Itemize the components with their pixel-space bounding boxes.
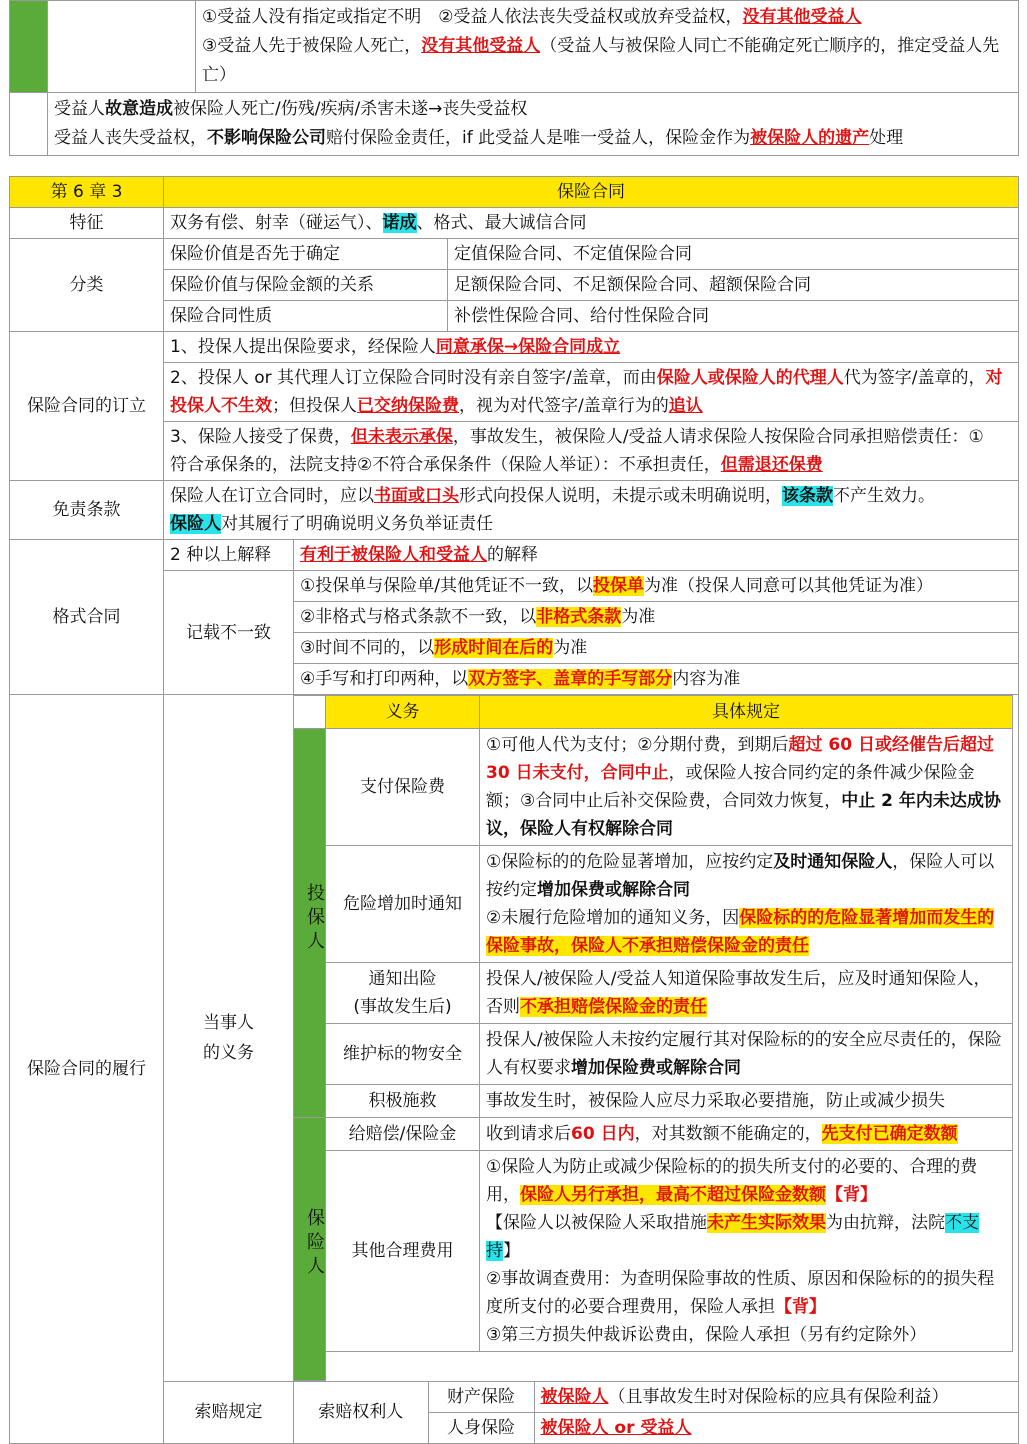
duty-rule [480, 1118, 1013, 1151]
classification-criterion: 保险价值是否先于确定 [164, 239, 448, 270]
text: ①可他人代为支付；②分期付费，到期后 [486, 735, 789, 755]
text: 诺成 [382, 213, 417, 233]
text: 】 [503, 1241, 520, 1261]
format-rule-3 [294, 633, 1019, 664]
text: 书面或口头 [374, 486, 459, 506]
formation-label: 保险合同的订立 [10, 332, 164, 481]
insurer-label [294, 1118, 326, 1381]
text: 处理 [869, 128, 904, 148]
classification-criterion: 保险价值与保险金额的关系 [164, 270, 448, 301]
text: 没有其他受益人 [742, 7, 862, 27]
text: 保险人另行承担，最高不超过保险金数额 [520, 1185, 826, 1205]
text: 投保人/被保险人未按约定履行其对保险标的的安全应尽责任的，保险人有权要求 [486, 1030, 1002, 1078]
text: 被保险人死亡/伤残/疾病/杀害未遂→丧失受益权 [173, 99, 528, 119]
text: 1、投保人提出保险要求，经保险人 [170, 337, 436, 357]
text: 追认 [668, 396, 703, 416]
text: 【背】 [775, 1297, 826, 1317]
text: ①保险标的的危险显著增加，应按约定 [486, 852, 774, 872]
duties-header [294, 696, 1013, 729]
text: 形式向投保人说明，未提示或未明确说明， [459, 486, 782, 506]
duty-name: 给赔偿/保险金 [326, 1118, 480, 1151]
text: 【保险人以被保险人采取措施 [486, 1213, 707, 1233]
text: 非格式条款 [536, 607, 622, 627]
claims-holder: 索赔权利人 [294, 1382, 428, 1443]
duty-rule [480, 963, 1013, 1024]
text: ③时间不同的，以 [300, 638, 435, 658]
text: 保险标的的危险显著增加而发生的保险事故，保险人不承担赔偿保险金的责任 [486, 908, 995, 956]
text: 双务有偿、射幸（碰运气）、 [170, 213, 383, 233]
text: （受益人与被保险人同亡不能确定死亡顺序的，推定受益人先亡） [202, 36, 1000, 85]
classification-criterion: 保险合同性质 [164, 301, 448, 332]
text: ③第三方损失仲裁诉讼费由，保险人承担（另有约定除外） [486, 1325, 927, 1345]
format-rule-2 [294, 602, 1019, 633]
text: 对投保人不生效 [170, 368, 1003, 416]
text: 及时通知保险人 [773, 852, 893, 872]
text: 内容为准 [672, 669, 741, 689]
text: ①保险人为防止或减少保险标的的损失所支付的必要的、合理的费用， [486, 1157, 978, 1205]
policyholder-label [294, 729, 326, 1118]
text: ③受益人先于被保险人死亡， [202, 36, 422, 56]
performance-row [10, 695, 1019, 1382]
formation-item-2 [164, 363, 1019, 422]
text: ②非格式与格式条款不一致，以 [300, 607, 537, 627]
exemption-row [10, 481, 1019, 540]
text: 【背】 [826, 1185, 877, 1205]
text: 但未表示承保 [350, 427, 453, 447]
text: 受益人 [54, 99, 105, 119]
text: ④手写和打印两种，以 [300, 669, 469, 689]
text: ②未履行危险增加的通知义务，因 [486, 908, 740, 928]
text: 被保险人的遗产 [750, 128, 870, 148]
text: 投保人/被保险人/受益人知道保险事故发生后，应及时通知保险人，否则 [486, 969, 991, 1017]
performance-label: 保险合同的履行 [10, 695, 164, 1444]
text: ②事故调查费用：为查明保险事故的性质、原因和保险标的的损失程度所支付的必要合理费用，保险人承担 [486, 1269, 995, 1317]
classification-types: 定值保险合同、不定值保险合同 [448, 239, 1019, 270]
text: 未产生实际效果 [707, 1213, 826, 1233]
text: 但需退还保费 [720, 455, 823, 475]
text: 先支付已确定数额 [821, 1124, 958, 1144]
text: 为由抗辩，法院 [826, 1213, 945, 1233]
text: 保险人或保险人的代理人 [656, 368, 844, 388]
text: 投保人 [304, 882, 325, 955]
text: ，保险人可以按约定 [486, 852, 995, 900]
text: 保险人在订立合同时，应以 [170, 486, 374, 506]
text: 对其履行了明确说明义务负举证责任 [221, 514, 493, 534]
duty-pay-premium [294, 729, 1013, 846]
duties-cell [294, 695, 1019, 1382]
insurance-contract-table [9, 176, 1019, 1444]
duty-name [326, 963, 480, 1024]
text: ①受益人没有指定或指定不明 ②受益人依法丧失受益权或放弃受益权， [202, 7, 743, 27]
duty-rescue [294, 1085, 1013, 1118]
text: (事故发生后) [353, 997, 452, 1017]
duties-table [293, 695, 1013, 1381]
text: ，视为对代签字/盖章行为的 [459, 396, 669, 416]
empty-cell [326, 1352, 480, 1381]
text: 3、保险人接受了保费， [170, 427, 351, 447]
text: 当事人的义务 [203, 1012, 254, 1063]
claims-cell [294, 1381, 1019, 1443]
duty-rule [480, 729, 1013, 846]
features-text [164, 208, 1019, 239]
claims-life-label: 人身保险 [428, 1412, 534, 1443]
claims-property-label: 财产保险 [428, 1382, 534, 1413]
formation-item-1 [164, 332, 1019, 363]
features-label: 特征 [10, 208, 164, 239]
format-sub1-text [294, 540, 1019, 571]
duty-rule [480, 1024, 1013, 1085]
duty-risk-increase [294, 846, 1013, 963]
chapter-label: 第 6 章 3 [10, 177, 164, 208]
features-row [10, 208, 1019, 239]
claims-label: 索赔规定 [164, 1381, 294, 1443]
duty-name: 支付保险费 [326, 729, 480, 846]
empty-cell [480, 1352, 1013, 1381]
beneficiary-table [9, 0, 1019, 156]
text: 有利于被保险人和受益人 [300, 545, 487, 565]
format-label: 格式合同 [10, 540, 164, 695]
empty-cell [48, 1, 196, 93]
text: 2、投保人 or 其代理人订立保险合同时没有亲自签字/盖章，而由 [170, 368, 657, 388]
text: 增加保险费或解除合同 [571, 1058, 741, 1078]
text: ，对其数额不能确定的， [634, 1124, 822, 1144]
text: ，事故发生，被保险人/受益人请求保险人按保险合同承担赔偿责任：① 符合承保条的，法院支持②不符合承保条件（保险人举证）：不承担责任， [170, 427, 1001, 475]
col-rules: 具体规定 [480, 696, 1013, 729]
text: 故意造成 [105, 99, 173, 119]
text: 保险人 [170, 514, 221, 534]
col-obligation: 义务 [326, 696, 480, 729]
duty-notify [294, 963, 1013, 1024]
text: 投保单 [592, 576, 644, 596]
text: 赔付保险金责任，if 此受益人是唯一受益人，保险金作为 [326, 128, 751, 148]
duty-name: 维护标的物安全 [326, 1024, 480, 1085]
beneficiary-loss [48, 93, 1019, 156]
duty-safety [294, 1024, 1013, 1085]
text: 不承担赔偿保险金的责任 [520, 997, 707, 1017]
classification-types: 补偿性保险合同、给付性保险合同 [448, 301, 1019, 332]
text: 60 日内 [571, 1124, 635, 1144]
claims-table [294, 1382, 1018, 1443]
duty-spacer [294, 1352, 1013, 1381]
format-sub1: 2 种以上解释 [164, 540, 294, 571]
beneficiary-cases [196, 1, 1019, 93]
text: 不支持 [486, 1213, 979, 1261]
text: 中止 2 年内未达成协议，保险人有权解除合同 [486, 791, 1001, 839]
exemption-label: 免责条款 [10, 481, 164, 540]
formation-row-1 [10, 332, 1019, 363]
text: 不产生效力。 [833, 486, 935, 506]
text: 该条款 [782, 486, 833, 506]
format-row-1 [10, 540, 1019, 571]
text: 增加保费或解除合同 [537, 880, 690, 900]
classification-row-1 [10, 239, 1019, 270]
text: 被保险人 [540, 1386, 609, 1407]
exemption-text [164, 481, 1019, 540]
text: 被保险人 or 受益人 [540, 1417, 692, 1438]
empty-cell [10, 93, 48, 156]
claims-property [294, 1382, 1018, 1413]
text: 收到请求后 [486, 1124, 571, 1144]
table-header [10, 177, 1019, 208]
duty-rule [480, 1151, 1013, 1352]
duty-name: 其他合理费用 [326, 1151, 480, 1352]
text: 为准 [553, 638, 588, 658]
green-marker [10, 1, 48, 93]
duty-compensate [294, 1118, 1013, 1151]
text: 双方签字、盖章的手写部分 [468, 669, 673, 689]
text: 没有其他受益人 [421, 36, 541, 56]
empty-cell [294, 696, 326, 729]
beneficiary-row-2 [10, 93, 1019, 156]
beneficiary-row-1 [10, 1, 1019, 93]
claims-property-text [534, 1382, 1018, 1413]
text: 、格式、最大诚信合同 [416, 213, 587, 233]
text: 的解释 [487, 545, 538, 565]
text: ；但投保人 [272, 396, 357, 416]
duty-other-costs [294, 1151, 1013, 1352]
text: 形成时间在后的 [434, 638, 554, 658]
text: （且事故发生时对保险标的应具有保险利益） [608, 1386, 949, 1407]
format-rule-4 [294, 664, 1019, 695]
text: 代为签字/盖章的， [843, 368, 986, 388]
text: ①投保单与保险单/其他凭证不一致，以 [300, 576, 593, 596]
formation-item-3 [164, 422, 1019, 481]
text: 已交纳保险费 [357, 396, 459, 416]
text: 同意承保→保险合同成立 [435, 337, 621, 357]
text: 受益人丧失受益权， [54, 128, 207, 148]
text: 通知出险 [368, 969, 437, 989]
duties-label [164, 695, 294, 1382]
duty-name: 危险增加时通知 [326, 846, 480, 963]
text: ，或保险人按合同约定的条件减少保险金额；③合同中止后补交保险费，合同效力恢复， [486, 763, 975, 811]
duty-rule [480, 846, 1013, 963]
text: 为准（投保人同意可以其他凭证为准） [643, 576, 933, 596]
table-title: 保险合同 [164, 177, 1019, 208]
duty-name: 积极施救 [326, 1085, 480, 1118]
text: 不影响保险公司 [207, 128, 326, 148]
classification-label: 分类 [10, 239, 164, 332]
duty-rule: 事故发生时，被保险人应尽力采取必要措施，防止或减少损失 [480, 1085, 1013, 1118]
format-rule-1 [294, 571, 1019, 602]
format-sub2: 记载不一致 [164, 571, 294, 695]
text: 超过 60 日或经催告后超过 30 日未支付，合同中止 [486, 735, 994, 783]
text: 保险人 [304, 1208, 325, 1281]
classification-types: 足额保险合同、不足额保险合同、超额保险合同 [448, 270, 1019, 301]
claims-life-text [534, 1412, 1018, 1443]
text: 为准 [621, 607, 656, 627]
